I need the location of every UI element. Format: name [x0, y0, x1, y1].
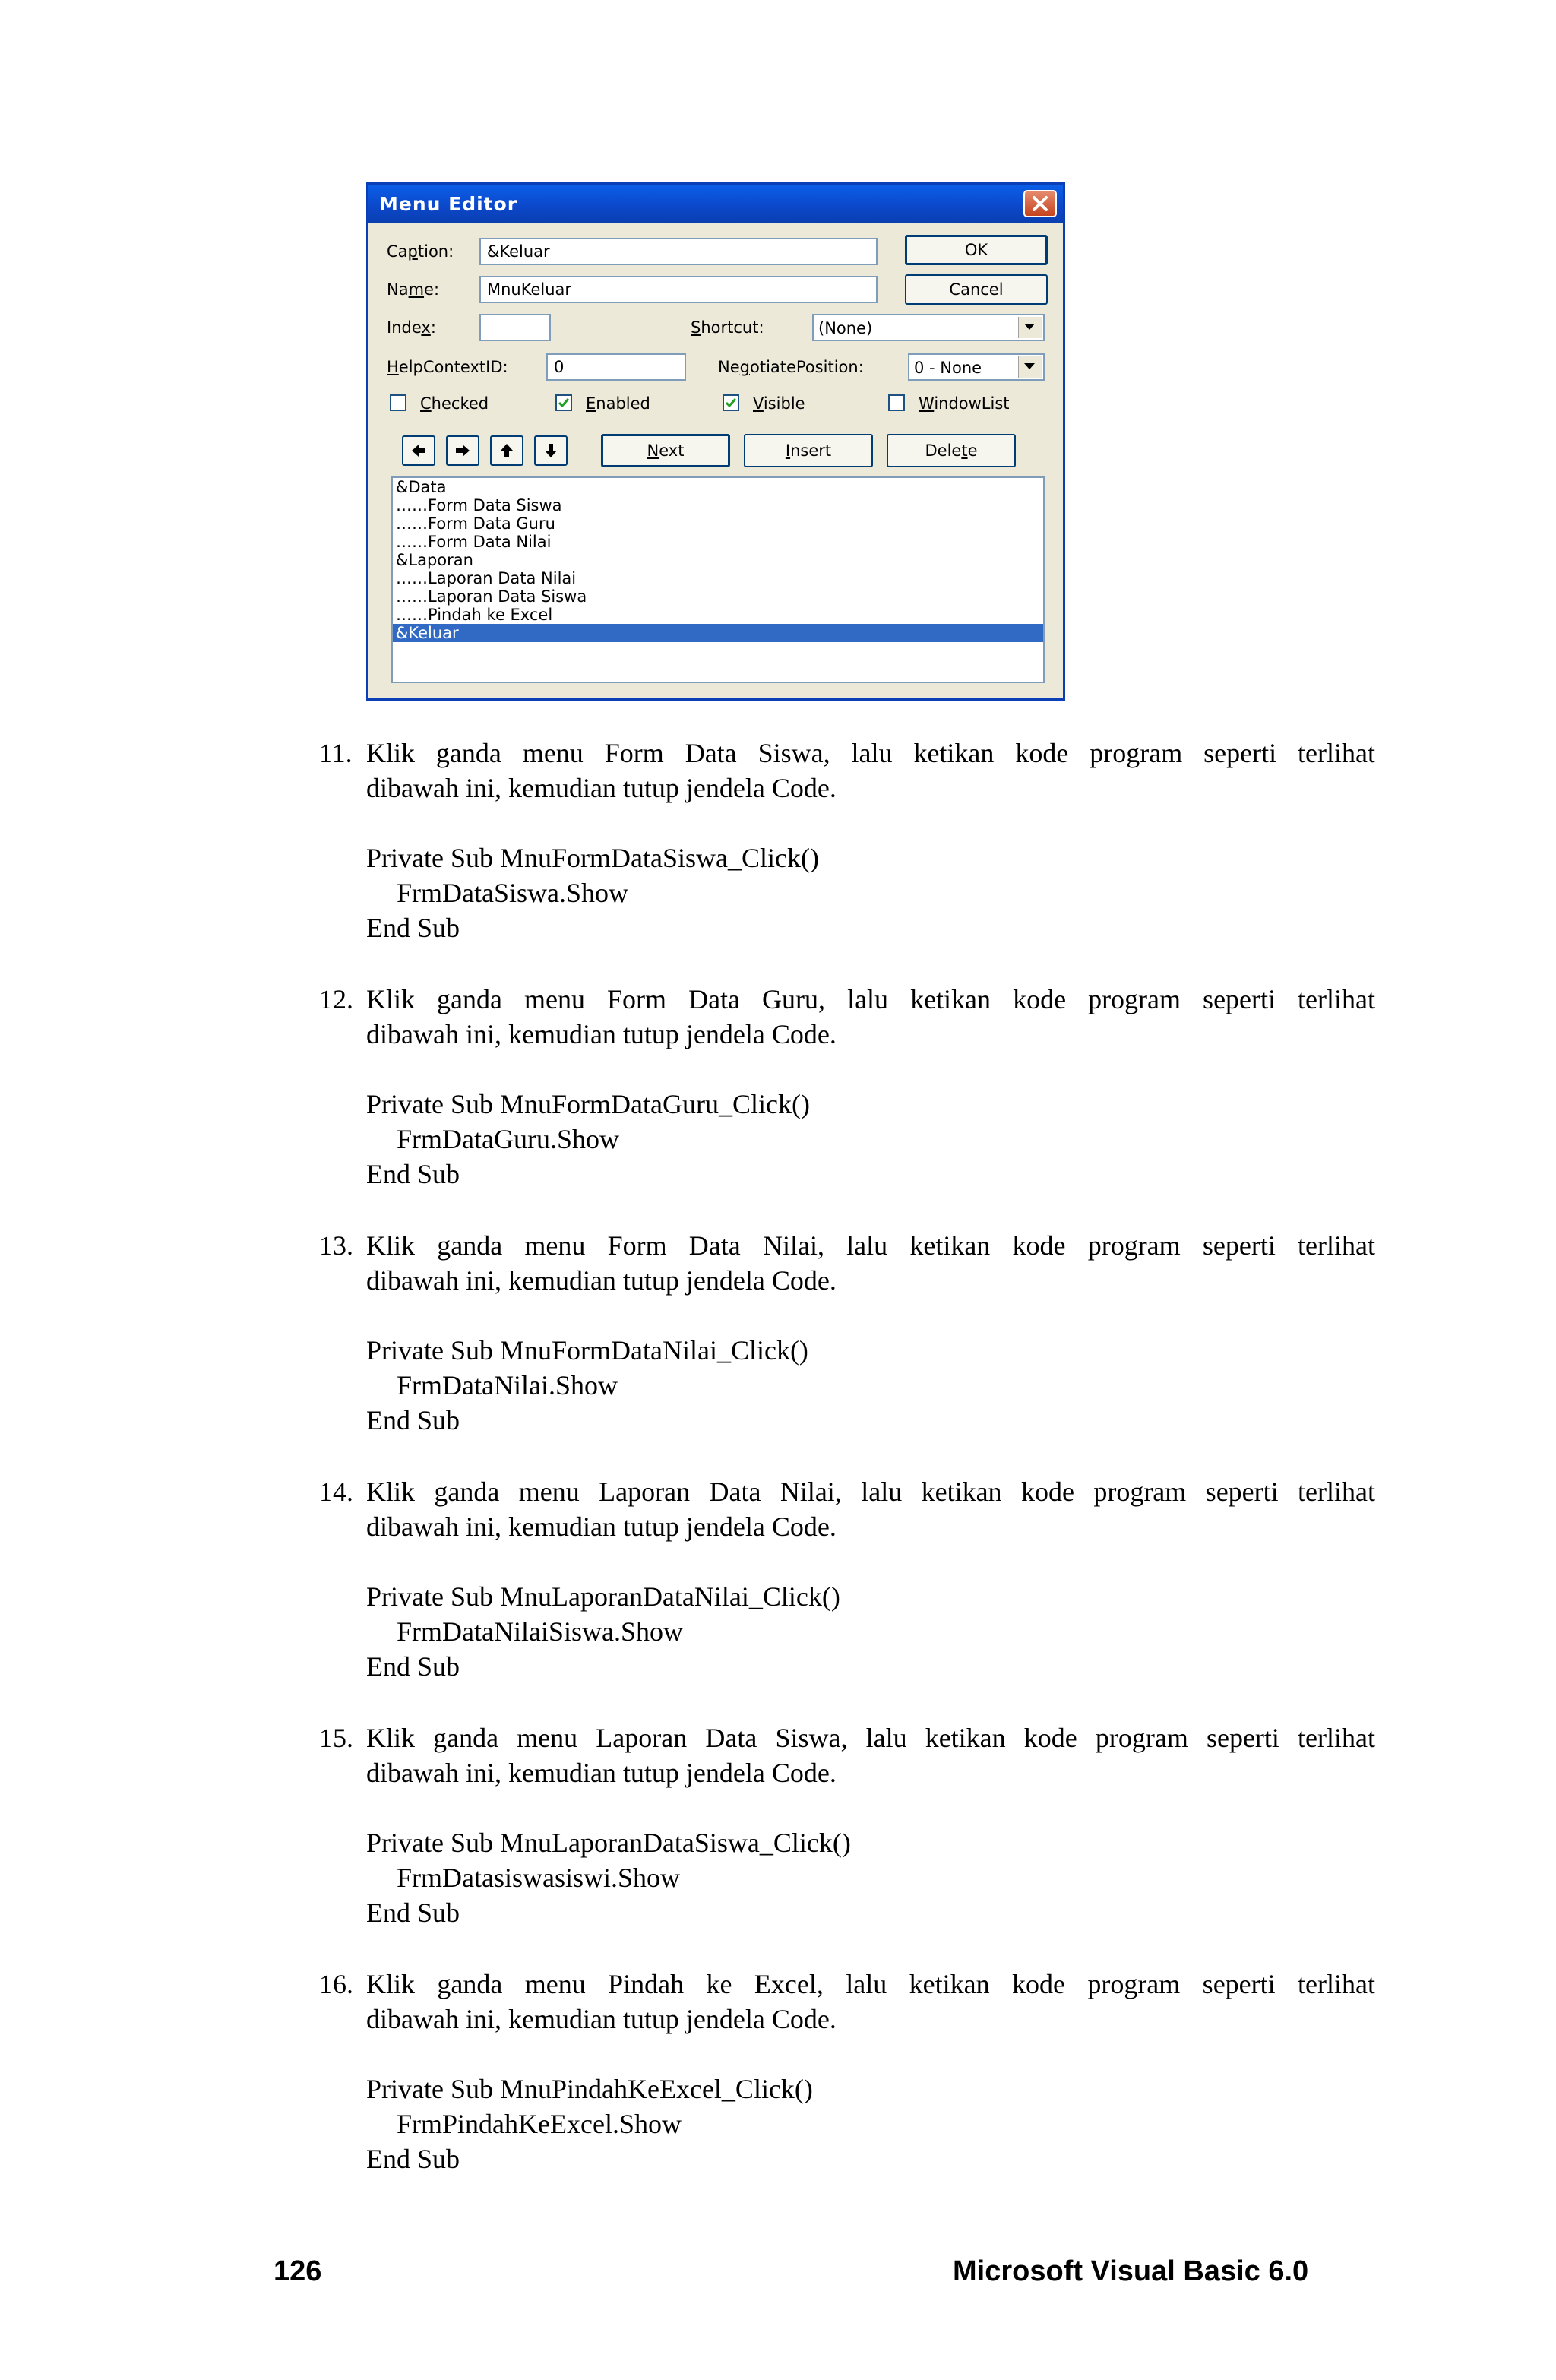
delete-button[interactable]: Delete [887, 434, 1016, 467]
negotiateposition-label: NegotiatePosition: [718, 358, 864, 376]
step-text-line2: dibawah ini, kemudian tutup jendela Code. [366, 1019, 837, 1049]
step-instruction [319, 1720, 1375, 1790]
move-down-button[interactable] [534, 435, 568, 466]
step-text-line1: Klik ganda menu Form Data Nilai, lalu ketikan kode program seperti terlihat [366, 1230, 1375, 1261]
name-input[interactable]: MnuKeluar [479, 276, 878, 303]
index-input[interactable] [479, 314, 551, 341]
checked-label: Checked [420, 394, 489, 413]
menu-list-item[interactable]: ……Laporan Data Siswa [396, 587, 587, 606]
windowlist-checkbox[interactable] [888, 394, 905, 411]
step-text-line2: dibawah ini, kemudian tutup jendela Code. [366, 773, 837, 803]
step-text-line1: Klik ganda menu Form Data Siswa, lalu ketikan kode program seperti terlihat [366, 738, 1375, 768]
menu-list-item[interactable]: ……Form Data Nilai [396, 533, 552, 551]
menu-list-item[interactable]: ……Form Data Guru [396, 514, 555, 533]
code-line-sub: Private Sub MnuLaporanDataSiswa_Click() [366, 1828, 851, 1858]
menu-list-item[interactable]: ……Form Data Siswa [396, 496, 562, 514]
step-number: 11. [319, 738, 353, 768]
insert-button[interactable]: Insert [744, 434, 873, 467]
step-number: 15. [319, 1723, 353, 1753]
menu-list-item[interactable]: &Data [396, 478, 447, 496]
code-line-body: FrmDataNilaiSiswa.Show [397, 1616, 683, 1647]
step-text-line2: dibawah ini, kemudian tutup jendela Code. [366, 1265, 837, 1296]
step-instruction [319, 1967, 1375, 2037]
code-line-body: FrmDataSiswa.Show [397, 878, 628, 908]
step-number: 12. [319, 984, 353, 1014]
dialog-title: Menu Editor [379, 193, 518, 215]
step-instruction [319, 982, 1375, 1052]
chevron-down-icon [1024, 363, 1035, 369]
code-line-sub: Private Sub MnuFormDataGuru_Click() [366, 1089, 810, 1119]
code-line-body: FrmDataNilai.Show [397, 1370, 618, 1400]
checkmark-icon [558, 397, 570, 409]
shortcut-value: (None) [818, 319, 873, 337]
code-line-end: End Sub [366, 913, 460, 943]
name-label: Name: [387, 280, 440, 299]
enabled-label: Enabled [586, 394, 650, 413]
code-block [366, 1333, 808, 1438]
code-line-end: End Sub [366, 1159, 460, 1189]
menu-editor-dialog [366, 182, 1065, 701]
code-line-sub: Private Sub MnuPindahKeExcel_Click() [366, 2074, 813, 2104]
negotiateposition-dropdown[interactable] [1018, 356, 1042, 378]
step-number: 16. [319, 1969, 353, 1999]
code-line-end: End Sub [366, 1897, 460, 1928]
menu-list-item[interactable]: ……Laporan Data Nilai [396, 569, 577, 587]
code-block [366, 840, 819, 945]
step-number: 14. [319, 1476, 353, 1507]
code-line-end: End Sub [366, 2144, 460, 2174]
dialog-titlebar[interactable] [368, 185, 1063, 223]
menu-list-item[interactable]: &Laporan [396, 551, 473, 569]
step-text-line1: Klik ganda menu Laporan Data Nilai, lalu ketikan kode program seperti terlihat [366, 1476, 1375, 1507]
code-line-body: FrmDatasiswasiswi.Show [397, 1863, 681, 1893]
checkmark-icon [725, 397, 737, 409]
code-line-body: FrmDataGuru.Show [397, 1124, 619, 1154]
code-line-end: End Sub [366, 1651, 460, 1682]
chevron-down-icon [1024, 324, 1035, 330]
visible-label: Visible [753, 394, 805, 413]
arrow-down-icon [542, 442, 559, 459]
arrow-right-icon [454, 442, 471, 459]
close-button[interactable] [1023, 190, 1057, 217]
shortcut-select[interactable] [812, 314, 1045, 341]
cancel-button[interactable]: Cancel [905, 274, 1048, 305]
caption-label: Caption: [387, 242, 454, 261]
helpcontextid-label: HelpContextID: [387, 358, 508, 376]
enabled-checkbox[interactable] [555, 394, 572, 411]
step-text-line2: dibawah ini, kemudian tutup jendela Code. [366, 1758, 837, 1788]
helpcontextid-input[interactable]: 0 [546, 353, 686, 381]
move-left-button[interactable] [402, 435, 435, 466]
code-line-sub: Private Sub MnuLaporanDataNilai_Click() [366, 1581, 840, 1612]
book-title: Microsoft Visual Basic 6.0 [953, 2255, 1309, 2287]
windowlist-label: WindowList [919, 394, 1010, 413]
step-text-line1: Klik ganda menu Laporan Data Siswa, lalu ketikan kode program seperti terlihat [366, 1723, 1375, 1753]
ok-button[interactable]: OK [905, 235, 1048, 265]
menu-items-list[interactable] [391, 476, 1045, 683]
caption-input[interactable]: &Keluar [479, 238, 878, 265]
checked-checkbox[interactable] [390, 394, 406, 411]
move-up-button[interactable] [490, 435, 523, 466]
shortcut-label: Shortcut: [691, 318, 764, 337]
step-instruction [319, 1474, 1375, 1544]
code-block [366, 2071, 813, 2176]
step-instruction [319, 736, 1375, 805]
close-icon [1032, 195, 1048, 212]
step-instruction [319, 1228, 1375, 1298]
arrow-left-icon [410, 442, 427, 459]
code-block [366, 1579, 840, 1684]
index-label: Index: [387, 318, 436, 337]
shortcut-dropdown[interactable] [1018, 317, 1042, 338]
page-number: 126 [274, 2255, 322, 2287]
step-text-line1: Klik ganda menu Pindah ke Excel, lalu ketikan kode program seperti terlihat [366, 1969, 1375, 1999]
step-text-line1: Klik ganda menu Form Data Guru, lalu ketikan kode program seperti terlihat [366, 984, 1375, 1014]
next-button[interactable]: Next [601, 434, 730, 467]
code-block [366, 1825, 851, 1930]
code-line-body: FrmPindahKeExcel.Show [397, 2109, 682, 2139]
step-text-line2: dibawah ini, kemudian tutup jendela Code. [366, 1511, 837, 1542]
step-number: 13. [319, 1230, 353, 1261]
visible-checkbox[interactable] [723, 394, 739, 411]
negotiateposition-value: 0 - None [914, 359, 982, 377]
code-line-sub: Private Sub MnuFormDataNilai_Click() [366, 1335, 808, 1366]
step-text-line2: dibawah ini, kemudian tutup jendela Code. [366, 2004, 837, 2034]
arrow-up-icon [498, 442, 515, 459]
code-line-sub: Private Sub MnuFormDataSiswa_Click() [366, 843, 819, 873]
code-block [366, 1087, 810, 1192]
negotiateposition-select[interactable] [908, 353, 1045, 381]
menu-list-item[interactable]: ……Pindah ke Excel [396, 606, 553, 624]
move-right-button[interactable] [446, 435, 479, 466]
code-line-end: End Sub [366, 1405, 460, 1435]
menu-list-item[interactable]: &Keluar [393, 624, 1043, 642]
